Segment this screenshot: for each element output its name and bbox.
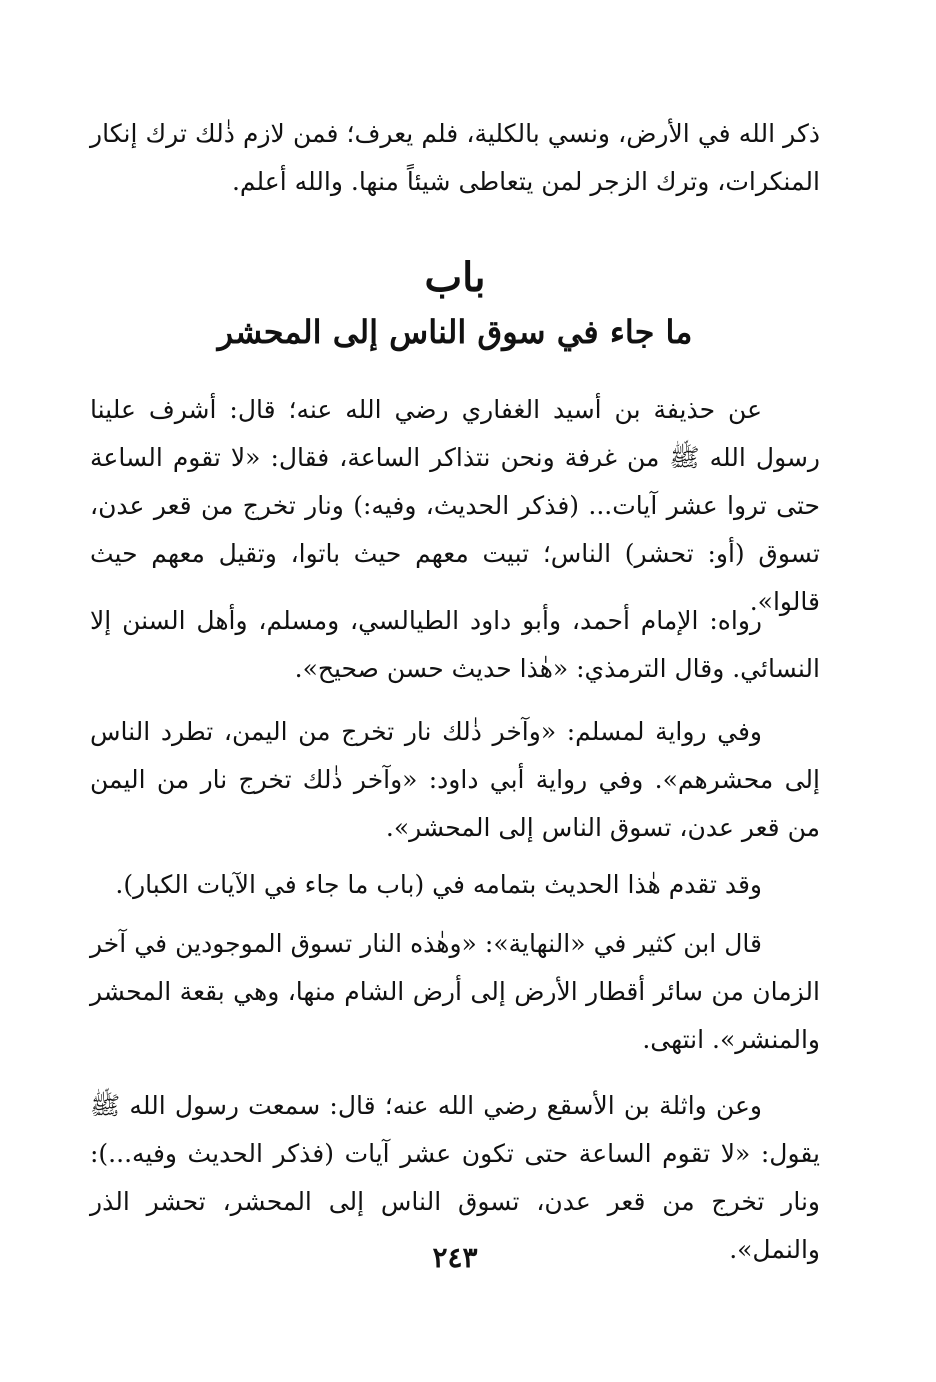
paragraph-wathilah-hadith: وعن واثلة بن الأسقع رضي الله عنه؛ قال: سمعت رسول الله ﷺ يقول: «لا تقوم الساعة حتى تكون عشر آيات (فذكر الحديث وفيه...): ونار تخرج من قعر عدن، تسوق الناس إلى المحشر، تحشر الذر والنمل». [90,1091,820,1264]
chapter-label: باب [424,254,486,301]
paragraph-muslim-abudawud-versions: وفي رواية لمسلم: «وآخر ذٰلك نار تخرج من اليمن، تطرد الناس إلى محشرهم». وفي رواية أبي داود: «وآخر ذٰلك تخرج نار من اليمن من قعر عدن، تسوق الناس إلى المحشر». [90,717,820,842]
paragraph-narrators: رواه: الإمام أحمد، وأبو داود الطيالسي، ومسلم، وأهل السنن إلا النسائي. وقال الترمذي: «هٰذا حديث حسن صحيح». [90,606,820,683]
paragraph-hudhayfah-hadith: عن حذيفة بن أسيد الغفاري رضي الله عنه؛ قال: أشرف علينا رسول الله ﷺ من غرفة ونحن نتذاكر الساعة، فقال: «لا تقوم الساعة حتى تروا عشر آيات... (فذكر الحديث، وفيه:) ونار تخرج من قعر عدن، تسوق (أو: تحشر) الناس؛ تبيت معهم حيث باتوا، وتقيل معهم حيث قالوا». [90,395,820,616]
page-number: ٢٤٣ [432,1241,478,1274]
paragraph-ibn-kathir: قال ابن كثير في «النهاية»: «وهٰذه النار تسوق الموجودين في آخر الزمان من سائر أقطار الأرض إلى أرض الشام منها، وهي بقعة المحشر والمنشر». انتهى. [90,929,820,1054]
paragraph-cross-reference: وقد تقدم هٰذا الحديث بتمامه في (باب ما جاء في الآيات الكبار). [115,870,762,899]
paragraph-opening-continuation: ذكر الله في الأرض، ونسي بالكلية، فلم يعرف؛ فمن لازم ذٰلك ترك إنكار المنكرات، وترك الزجر لمن يتعاطى شيئاً منها. والله أعلم. [90,119,820,196]
chapter-title: ما جاء في سوق الناس إلى المحشر [217,313,693,351]
book-page [90,0,820,1382]
